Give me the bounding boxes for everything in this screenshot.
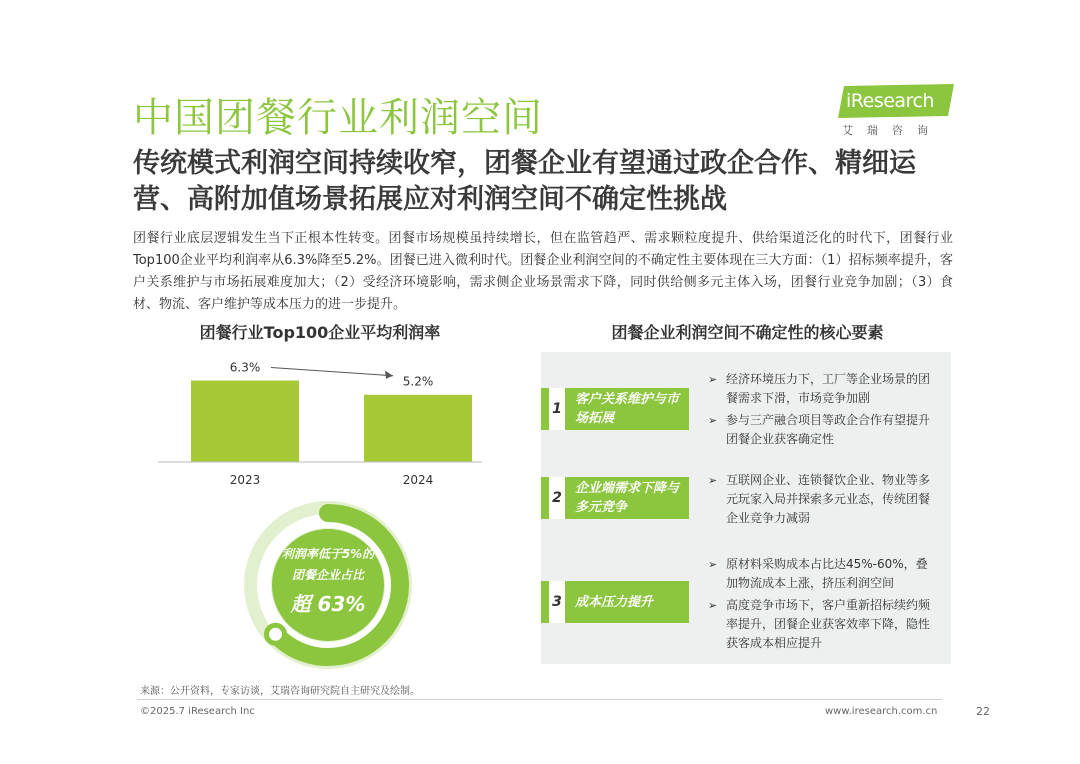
pie-value: 超 63% <box>290 592 366 616</box>
website-link[interactable]: www.iresearch.com.cn <box>825 706 938 717</box>
list-item: ➢ 互联网企业、连锁餐饮企业、物业等多元玩家入局并探索多元业态，传统团餐企业竞争力减弱 <box>708 473 931 525</box>
factor-number: 3 <box>549 581 565 623</box>
pie-label-line2: 团餐企业占比 <box>291 568 364 582</box>
factor-tag-3 <box>541 581 689 623</box>
factor-label: 企业端需求下降与多元竞争 <box>575 481 680 515</box>
page-title: 中国团餐行业利润空间 <box>133 95 543 141</box>
list-item: ➢ 高度竞争市场下，客户重新招标续约频率提升，团餐企业获客效率下降，隐性获客成本相应提升 <box>708 598 931 650</box>
intro-paragraph: 团餐行业底层逻辑发生当下正根本性转变。团餐市场规模虽持续增长，但在监管趋严、需求颗粒度提升、供给渠道泛化的时代下，团餐行业Top100企业平均利润率从6.3%降至5.2%。团餐已进入微利时代。团餐企业利润空间的不确定性主要体现在三大方面：（1）招标频率提升，客户关系维护与市场拓展难度加大；（2）受经济环境影响，需求侧企业场景需求下降，同时供给侧多元主体入场，团餐行业竞争加剧；（3）食材、物流、客户维护等成本压力的进一步提升。 <box>133 231 953 312</box>
page-subtitle: 传统模式利润空间持续收窄，团餐企业有望通过政企合作、精细运营、高附加值场景拓展应对利润空间不确定性挑战 <box>133 148 916 215</box>
copyright: ©2025.7 iResearch Inc <box>140 706 255 717</box>
low-profit-share-pie <box>243 500 413 670</box>
arrow-right-icon: ➢ <box>708 599 718 612</box>
factor-1-points <box>704 370 934 452</box>
factor-label: 客户关系维护与市场拓展 <box>575 392 680 426</box>
bar-2023 <box>191 381 299 462</box>
iresearch-logo <box>838 84 956 138</box>
arrow-right-icon: ➢ <box>708 474 718 487</box>
logo-wordmark: iResearch <box>846 90 934 112</box>
pie-chart-graphic <box>243 500 413 670</box>
trend-arrowhead-icon <box>385 371 393 379</box>
core-factors-heading: 团餐企业利润空间不确定性的核心要素 <box>611 323 884 342</box>
tick-label-2023: 2023 <box>229 473 261 487</box>
footer-divider <box>137 699 942 700</box>
factor-3-points <box>704 555 934 656</box>
factor-number: 1 <box>549 388 565 430</box>
arrow-right-icon: ➢ <box>708 373 718 386</box>
factor-2-points <box>704 471 934 531</box>
factor-label: 成本压力提升 <box>575 594 654 610</box>
list-item: ➢ 参与三产融合项目等政企合作有望提升团餐企业获客确定性 <box>708 413 931 446</box>
pie-end-marker-icon <box>267 625 285 643</box>
arrow-right-icon: ➢ <box>708 558 718 571</box>
list-item: ➢ 原材料采购成本占比达45%-60%，叠加物流成本上涨，挤压利润空间 <box>708 557 928 590</box>
data-label-2024: 5.2% <box>402 374 434 389</box>
source-note: 来源：公开资料，专家访谈，艾瑞咨询研究院自主研究及绘制。 <box>140 686 420 697</box>
profit-rate-chart-heading: 团餐行业Top100企业平均利润率 <box>199 323 441 342</box>
trend-arrow-line <box>271 368 393 376</box>
pie-label-line1: 利润率低于5%的 <box>281 547 375 561</box>
profit-rate-bar-chart <box>150 345 490 495</box>
factor-tag-2 <box>541 477 689 519</box>
factor-tag-1 <box>541 388 689 430</box>
tick-label-2024: 2024 <box>402 473 434 487</box>
page-number: 22 <box>976 705 990 718</box>
bar-2024 <box>364 395 472 462</box>
list-item: ➢ 经济环境压力下，工厂等企业场景的团餐需求下滑，市场竞争加剧 <box>708 372 931 405</box>
factor-number: 2 <box>549 477 565 519</box>
logo-chinese-name: 艾瑞咨询 <box>842 124 942 137</box>
data-label-2023: 6.3% <box>229 360 261 375</box>
arrow-right-icon: ➢ <box>708 414 718 427</box>
